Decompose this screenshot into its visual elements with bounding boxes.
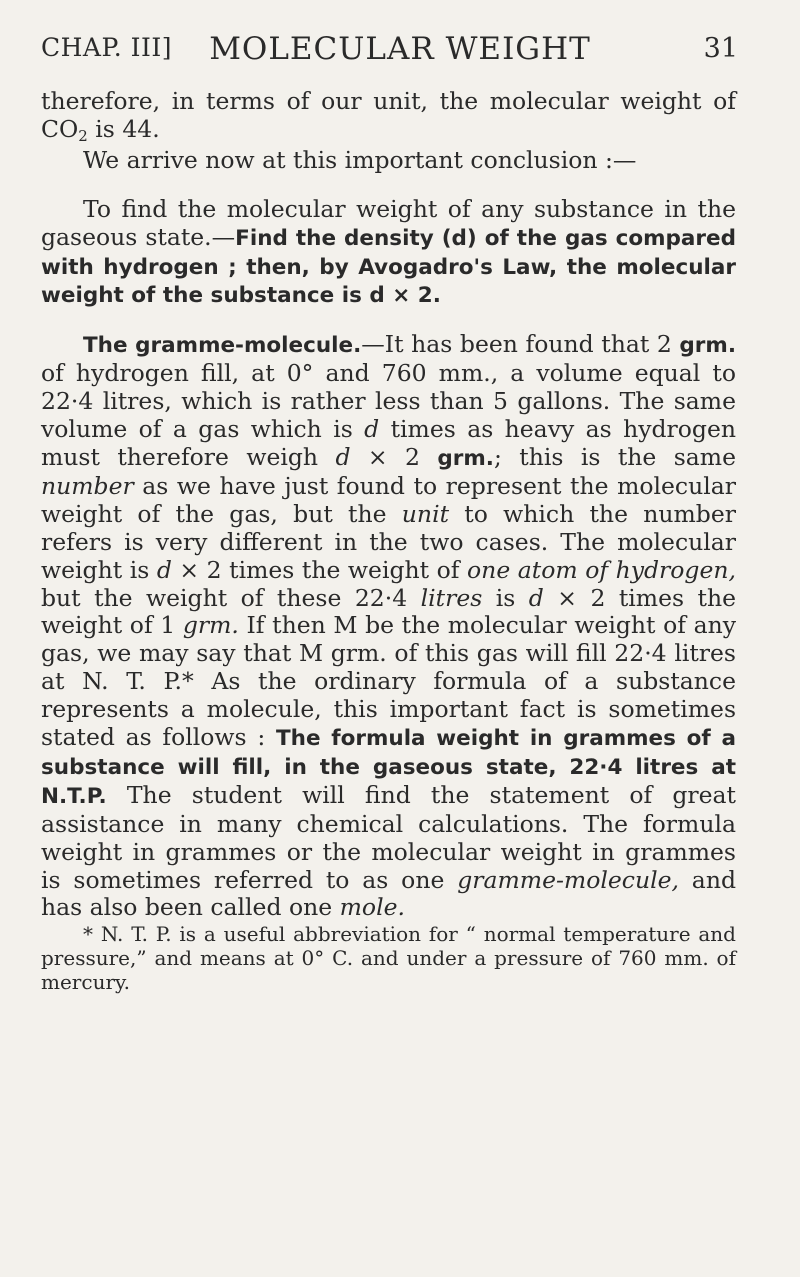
running-header: [0, 33, 800, 73]
paragraph-2: We arrive now at this important conclusion :—: [83, 145, 637, 174]
page-number: 31: [703, 33, 738, 64]
paragraph-3: To find the molecular weight of any substance in the gaseous state.—Find the density (d) of the gas compared with hydrogen ; then, by Avogadro's Law, the molecular weight of the substance is d × 2.: [41, 194, 736, 309]
body-text: [41, 88, 736, 994]
section-heading: The gramme-molecule.: [83, 333, 362, 359]
chapter-label: CHAP. III]: [41, 33, 173, 62]
footnote: * N. T. P. is a useful abbreviation for “ normal temperature and pressure,” and means at 0° C. and under a pressure of 760 mm. of mercury.: [41, 922, 736, 995]
page-title: MOLECULAR WEIGHT: [209, 31, 591, 67]
paragraph-1: therefore, in terms of our unit, the molecular weight of CO2 is 44.: [41, 87, 736, 145]
paragraph-4: The gramme-molecule.—It has been found that 2 grm. of hydrogen fill, at 0° and 760 mm., a volume equal to 22·4 litres, which is rather less than 5 gallons. The same volume of a gas which is d times as heavy as hydrogen must therefore weigh d × 2 grm.; this is the same number as we have just found to represent the molecular weight of the gas, but the unit to which the number refers is very different in the two cases. The molecular weight is d × 2 times the weight of one atom of hydrogen, but the weight of these 22·4 litres is d × 2 times the weight of 1 grm. If then M be the molecular weight of any gas, we may say that M grm. of this gas will fill 22·4 litres at N. T. P.* As the ordinary formula of a substance represents a molecule, this important fact is sometimes stated as follows : The formula weight in grammes of a substance will fill, in the gaseous state, 22·4 litres at N.T.P. The student will find the statement of great assistance in many chemical calculations. The formula weight in grammes or the molecular weight in grammes is sometimes referred to as one gramme-molecule, and has also been called one mole.: [41, 330, 737, 922]
